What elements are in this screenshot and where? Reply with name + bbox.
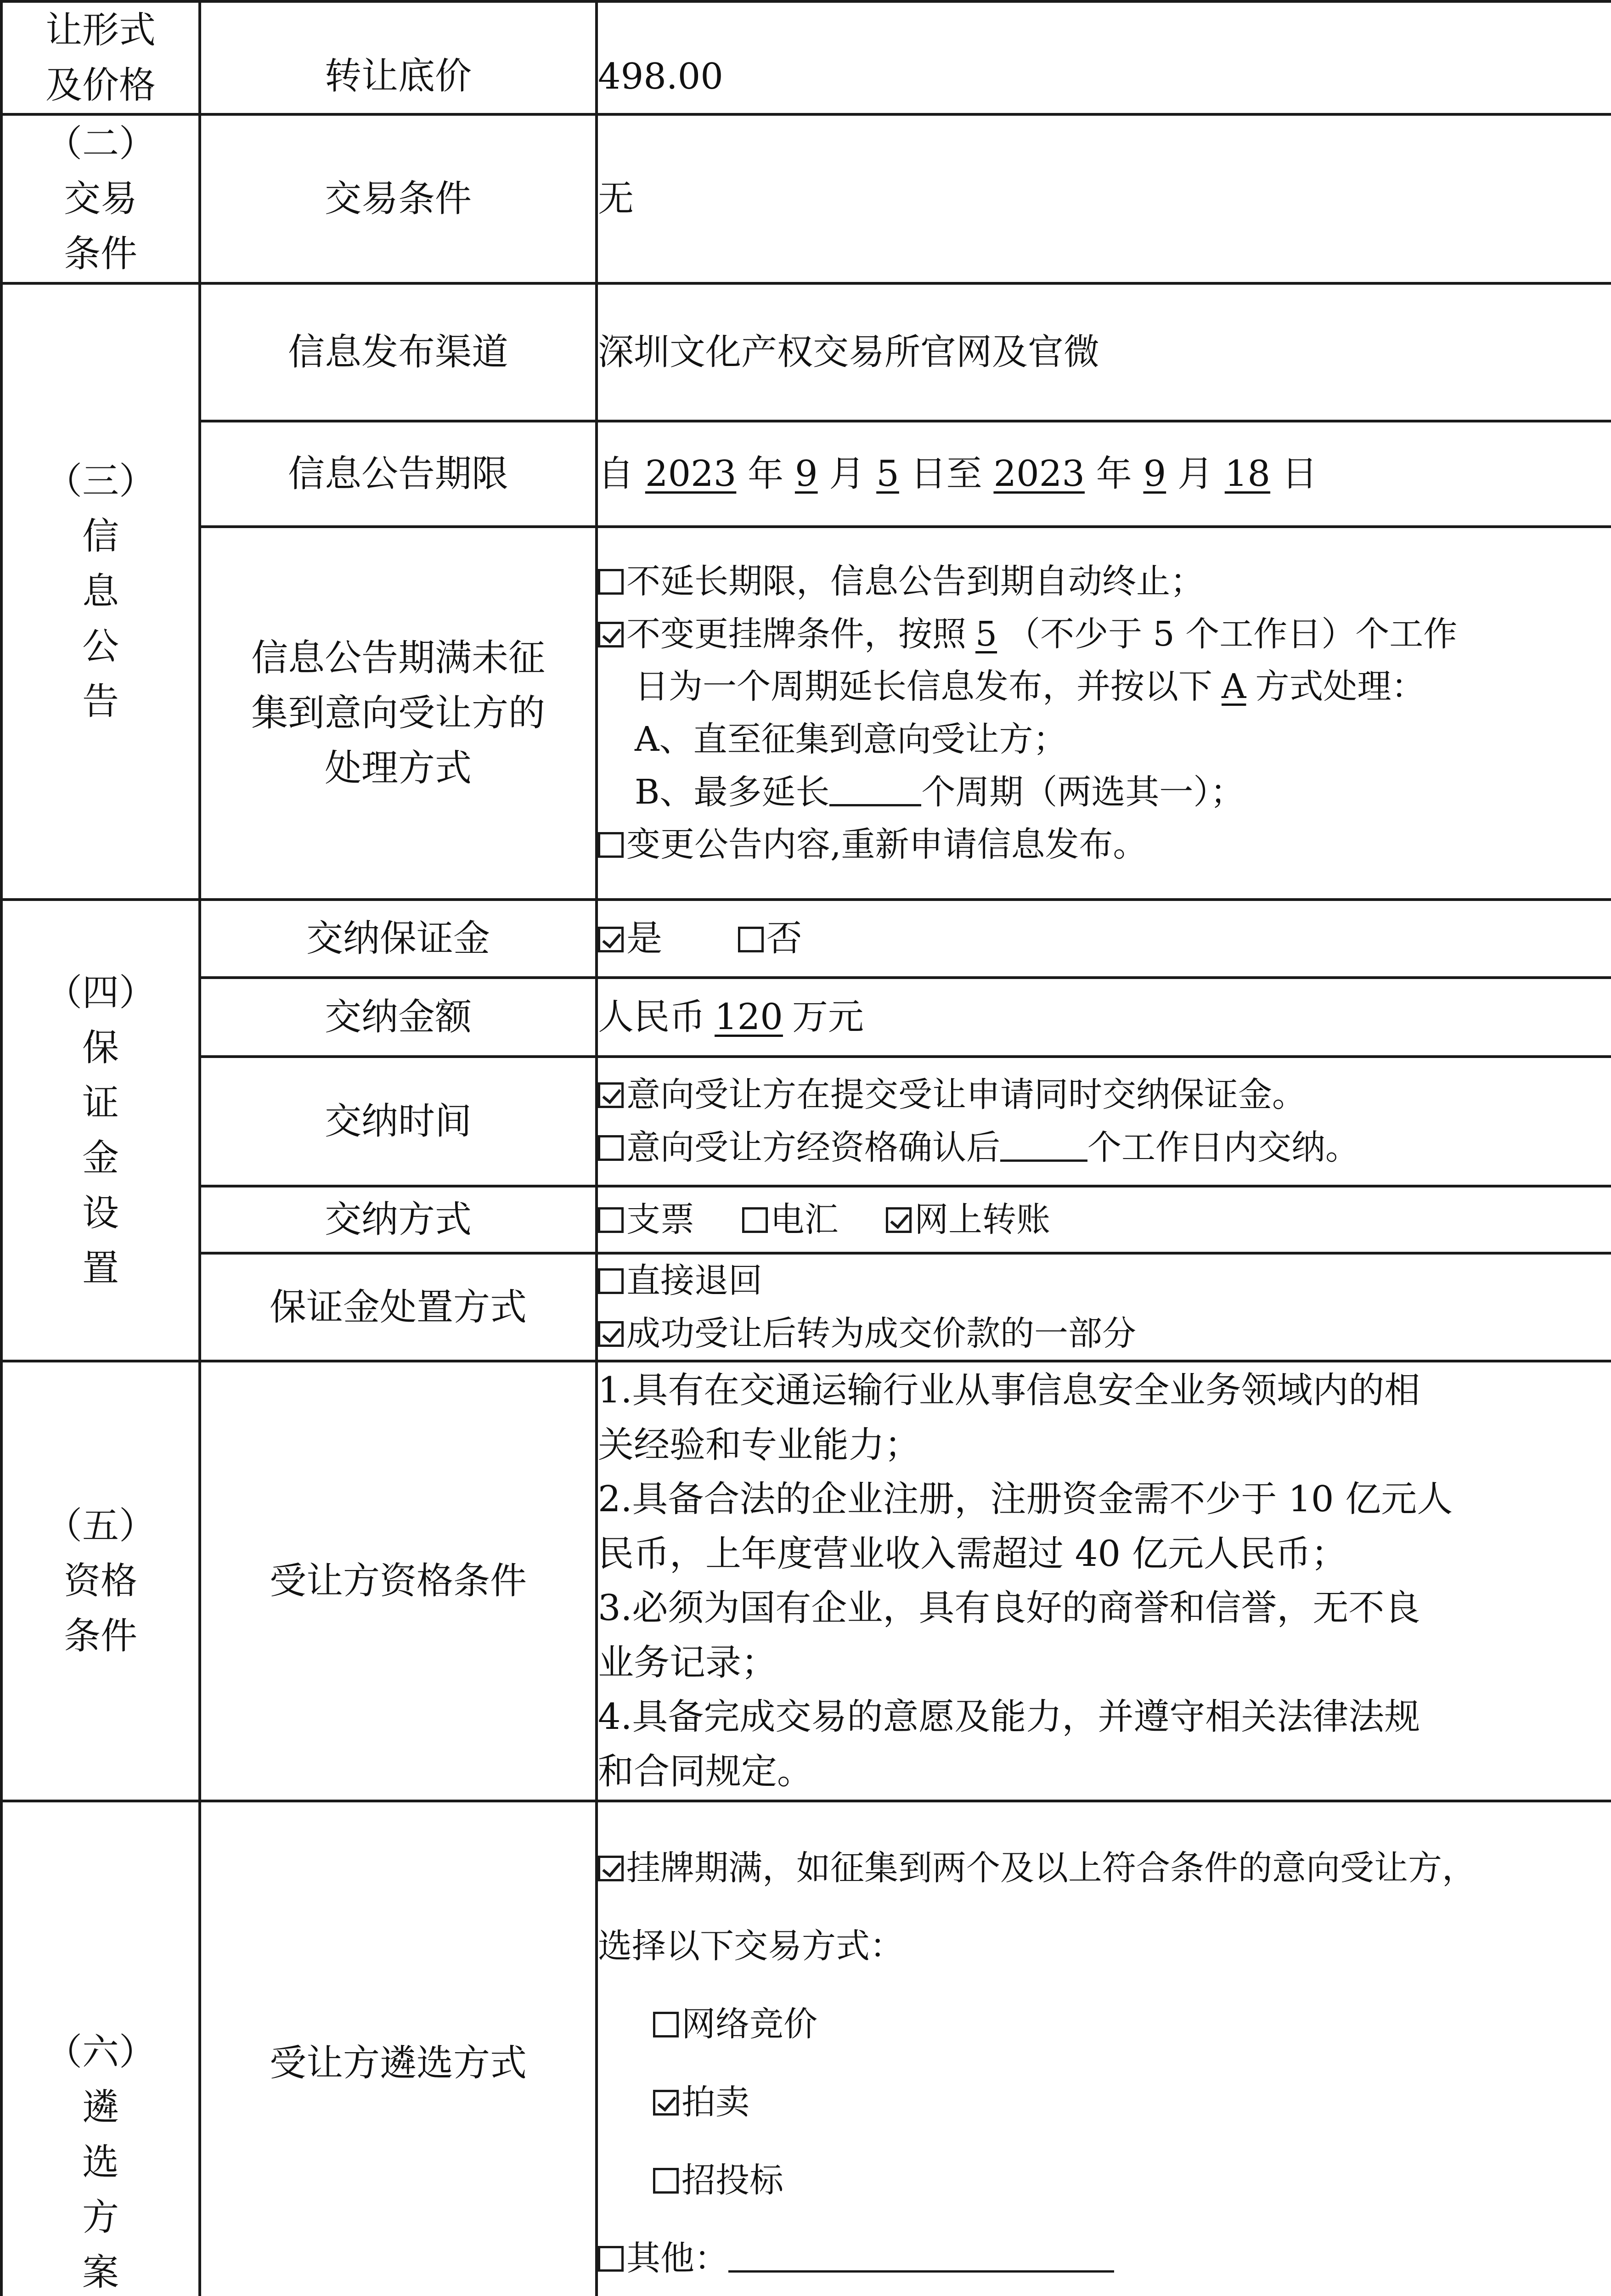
expiry-sub-b (598, 766, 1611, 819)
checkbox-unchecked[interactable] (653, 2012, 679, 2037)
checkbox-checked[interactable] (653, 2090, 679, 2116)
selection-intro[interactable] (598, 1848, 1611, 1888)
checkbox-unchecked[interactable] (738, 927, 764, 952)
expiry-option-1[interactable] (598, 555, 1611, 608)
method-cheque[interactable] (598, 1200, 694, 1239)
checkbox-checked[interactable] (598, 1856, 624, 1881)
extension-days: 5 (975, 614, 997, 654)
checkbox-checked[interactable] (598, 1321, 624, 1347)
publish-channel-value: 深圳文化产权交易所官网及官微 (598, 331, 1100, 373)
expiry-sub-b-text: B、最多延长 (635, 772, 830, 812)
deposit-time-option-2-text: 个工作日内交纳。 (1087, 1128, 1359, 1167)
deposit-no[interactable] (738, 918, 802, 959)
base-price-value: 498.00 (598, 56, 723, 97)
expiry-option-2-text: （不少于 5 个工作日）个工作 (1006, 614, 1458, 654)
section-4-label: （四） 保 证 金 设 置 (45, 971, 156, 1289)
selection-label: 受让方遴选方式 (270, 2042, 527, 2085)
section-6-label: （六） 遴 选 方 案 (45, 2031, 156, 2294)
expiry-value-cell (597, 527, 1611, 900)
period-text: 年 (748, 453, 784, 495)
checkbox-unchecked[interactable] (742, 1207, 768, 1233)
selection-label-cell (200, 1801, 597, 2296)
section-2 (1, 114, 200, 283)
expiry-option-3-text: 变更公告内容,重新申请信息发布。 (626, 825, 1147, 865)
selection-option-text: 网络竞价 (682, 2004, 817, 2044)
section-3-label: （三） 信 息 公 告 (45, 460, 156, 723)
method-wire[interactable] (742, 1200, 839, 1239)
selection-other[interactable] (598, 2239, 1611, 2279)
section-3 (1, 283, 200, 900)
checkbox-unchecked[interactable] (653, 2168, 679, 2194)
qualification-line: 业务记录； (598, 1642, 777, 1683)
method-wire-text: 电汇 (770, 1199, 839, 1239)
selection-intro-text: 挂牌期满，如征集到两个及以上符合条件的意向受让方， (626, 1848, 1476, 1888)
checkbox-unchecked[interactable] (598, 2246, 624, 2272)
base-price-label-cell (200, 1, 597, 114)
checkbox-unchecked[interactable] (598, 832, 624, 858)
handling-mode: A (1222, 667, 1246, 707)
publish-channel-label-cell (200, 283, 597, 421)
deposit-yes-text: 是 (626, 917, 663, 959)
deposit-time-value-cell (597, 1057, 1611, 1186)
checkbox-checked[interactable] (598, 1082, 624, 1108)
expiry-option-3[interactable] (598, 818, 1611, 871)
deposit-amount-label-cell (200, 978, 597, 1057)
method-online-text: 网上转账 (914, 1199, 1051, 1239)
other-input[interactable] (728, 2243, 1114, 2273)
checkbox-unchecked[interactable] (598, 1207, 624, 1233)
section-1-tail (1, 1, 200, 114)
checkbox-checked[interactable] (598, 622, 624, 647)
deposit-handling-value-cell (597, 1253, 1611, 1361)
checkbox-checked[interactable] (886, 1207, 912, 1233)
expiry-option-2-cont (598, 660, 1611, 713)
trade-cond-value: 无 (598, 178, 634, 219)
selection-value-cell (597, 1801, 1611, 2296)
deposit-time-option-1-text: 意向受让方在提交受让申请同时交纳保证金。 (626, 1075, 1306, 1115)
period-start-day: 5 (876, 453, 899, 495)
qualification-label: 受让方资格条件 (270, 1559, 527, 1603)
publish-channel-label: 信息发布渠道 (288, 331, 508, 373)
section-2-label: （二） 交易 条件 (45, 122, 156, 275)
deposit-handling-label-cell (200, 1253, 597, 1361)
period-text: 日 (1281, 453, 1318, 495)
method-cheque-text: 支票 (626, 1199, 694, 1239)
deposit-amount-label: 交纳金额 (325, 996, 472, 1038)
deposit-amount-text: 万元 (792, 996, 864, 1038)
deposit-method-label-cell (200, 1186, 597, 1253)
deposit-time-option-2[interactable] (598, 1121, 1611, 1174)
publish-period-value-cell (597, 421, 1611, 527)
expiry-option-2-text: 日为一个周期延长信息发布，并按以下 (635, 667, 1212, 707)
deposit-method-label: 交纳方式 (325, 1198, 472, 1241)
selection-auction[interactable] (598, 2082, 1611, 2122)
blank-field[interactable] (829, 777, 921, 806)
deposit-method-value-cell (597, 1186, 1611, 1253)
deposit-time-option-1[interactable] (598, 1069, 1611, 1121)
period-text: 年 (1096, 453, 1132, 495)
expiry-option-2[interactable] (598, 608, 1611, 661)
deposit-value-cell (597, 900, 1611, 978)
expiry-sub-a: A、直至征集到意向受让方； (635, 720, 1067, 759)
handling-return[interactable] (598, 1255, 1611, 1307)
qualification-line: 2.具备合法的企业注册，注册资金需不少于 10 亿元人 (598, 1479, 1453, 1520)
section-5-label: （五） 资格 条件 (45, 1504, 156, 1658)
method-online[interactable] (886, 1200, 1050, 1239)
section-5 (1, 1361, 200, 1801)
blank-field[interactable] (1000, 1132, 1087, 1162)
deposit-amount-text: 人民币 (598, 996, 706, 1038)
qualification-line: 和合同规定。 (598, 1751, 813, 1793)
publish-channel-value-cell (597, 283, 1611, 421)
period-start-month: 9 (794, 453, 818, 495)
publish-period-label: 信息公告期限 (288, 452, 508, 495)
trade-cond-label-cell (200, 114, 597, 283)
selection-auction-online[interactable] (598, 2004, 1611, 2044)
qualification-line: 民币，上年度营业收入需超过 40 亿元人民币； (598, 1533, 1347, 1575)
period-text: 日至 (910, 453, 982, 495)
deposit-handling-label: 保证金处置方式 (270, 1285, 527, 1328)
deposit-time-label: 交纳时间 (325, 1100, 472, 1142)
expiry-label: 信息公告期满未征 集到意向受让方的 处理方式 (251, 636, 545, 789)
checkbox-unchecked[interactable] (598, 569, 624, 595)
qualification-label-cell (200, 1361, 597, 1801)
expiry-sub-b-text: 个周期（两选其一）； (921, 772, 1245, 812)
qualification-value-cell (597, 1361, 1611, 1801)
selection-tender[interactable] (598, 2161, 1611, 2200)
selection-option-text: 招投标 (682, 2161, 783, 2200)
handling-return-text: 直接退回 (626, 1261, 762, 1300)
deposit-no-text: 否 (766, 917, 802, 959)
selection-intro-2: 选择以下交易方式： (598, 1926, 904, 1966)
base-price-label: 转让底价 (325, 55, 472, 97)
period-text: 月 (1177, 453, 1214, 495)
handling-convert-text: 成功受让后转为成交价款的一部分 (626, 1313, 1136, 1353)
qualification-line: 3.必须为国有企业，具有良好的商誉和信誉，无不良 (598, 1587, 1420, 1629)
period-end-month: 9 (1143, 453, 1166, 495)
base-price-value-cell (597, 1, 1611, 114)
period-text: 自 (598, 453, 634, 495)
qualification-line: 1.具有在交通运输行业从事信息安全业务领域内的相 (598, 1370, 1420, 1412)
expiry-label-cell (200, 527, 597, 900)
section-1-label: 让形式 及价格 (45, 9, 156, 107)
section-4 (1, 900, 200, 1361)
deposit-label: 交纳保证金 (306, 917, 490, 960)
trade-cond-value-cell (597, 114, 1611, 283)
period-end-day: 18 (1224, 453, 1271, 495)
period-start-year: 2023 (645, 453, 737, 495)
expiry-option-2-text: 方式处理： (1255, 667, 1425, 707)
checkbox-checked[interactable] (598, 927, 624, 952)
deposit-amount-value: 120 (715, 996, 783, 1038)
handling-convert[interactable] (598, 1307, 1611, 1360)
qualification-line: 4.具备完成交易的意愿及能力，并遵守相关法律法规 (598, 1696, 1420, 1738)
publish-period-label-cell (200, 421, 597, 527)
qualification-line: 关经验和专业能力； (598, 1424, 921, 1466)
selection-option-text: 拍卖 (682, 2082, 749, 2122)
selection-other-text: 其他： (626, 2239, 728, 2279)
period-text: 月 (829, 453, 865, 495)
trade-cond-label: 交易条件 (325, 177, 472, 220)
checkbox-unchecked[interactable] (598, 1135, 624, 1161)
section-6 (1, 1801, 200, 2296)
deposit-label-cell (200, 900, 597, 978)
deposit-yes[interactable] (598, 918, 662, 959)
deposit-amount-value-cell (597, 978, 1611, 1057)
expiry-option-2-text: 不变更挂牌条件，按照 (626, 614, 966, 654)
deposit-time-label-cell (200, 1057, 597, 1186)
deposit-time-option-2-text: 意向受让方经资格确认后 (626, 1128, 1000, 1167)
checkbox-unchecked[interactable] (598, 1268, 624, 1294)
expiry-option-1-text: 不延长期限，信息公告到期自动终止； (626, 561, 1204, 601)
period-end-year: 2023 (993, 453, 1085, 495)
